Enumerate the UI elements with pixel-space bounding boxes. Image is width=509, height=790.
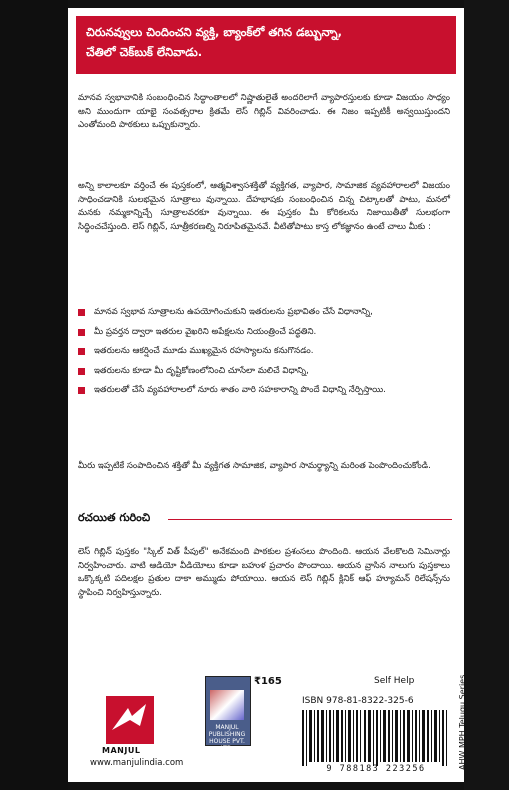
list-item-text: ఇతరులను ఆకర్షించే మూడు ముఖ్యమైన రహస్యాలను కనుగొనడం. [94, 346, 314, 357]
tagline-banner [76, 16, 456, 74]
list-item-text: ఇతరులతో చేసే వ్యవహారాలలో నూరు శాతం వారి సహకారాన్ని పొందే విధాన్ని నేర్పిస్తాయి. [94, 385, 386, 396]
list-item [78, 326, 450, 340]
benefits-list [78, 306, 450, 404]
publisher-website: www.manjulindia.com [90, 758, 184, 768]
tagline-line-1: చిరునవ్వులు చిందించని వ్యక్తి, బ్యాంక్‌లో తగిన డబ్బున్నా, [86, 25, 342, 39]
summary-paragraph: అన్ని కాలాలకూ వర్తించే ఈ పుస్తకంలో, ఆత్మవిశ్వాసశక్తితో వ్యక్తిగత, వ్యాపార, సామాజిక వ్యవహారాలలో విజయం సాధించడానికి సులభమైన సూత్రాలు వున్నాయి. దేహభాషకు సంబంధించిన చిన్న చిట్కాలతో పాటు, మనలో మనకు నమ్మకాన్నిచ్చే సూత్రాలవరకూ వున్నాయి. ఈ పుస్తకం మీ కోరికలను నిజాయితీతో సులభంగా సిద్ధించచేస్తుంది. లెస్ గిబ్లిన్, సూత్రీకరణల్ని నిరూపితమైనవే. వీటితోపాటు కాస్త లోకజ్ఞానం ఉంటే చాలు మీకు : [78, 181, 450, 232]
series-label: AHW MPH Telugu Series [458, 674, 467, 770]
closing-paragraph: మీరు ఇప్పటికే సంపాదించిన శక్తితో మీ వ్యక్తిగత సామాజిక, వ్యాపార సామర్థ్యాన్ని మరింత పెంపొందించుకోండి. [78, 461, 431, 471]
cover-left-edge [0, 0, 68, 790]
list-item-text: మానవ స్వభావ సూత్రాలను ఉపయోగించుకుని ఇతరులను ప్రభావితం చేసే విధానాన్ని, [94, 307, 373, 317]
barcode-image [298, 710, 454, 766]
intro-paragraph: మానవ స్వభావానికి సంబంధించిన సిద్ధాంతాలలో నిష్ణాతులైతే అందరిలాగే వ్యాపారస్తులకు కూడా విజయం సాధ్యం అని ముందుగా యాభై సంవత్సరాల క్రితమే లెస్ గిబ్లిన్ వివరించాడు. ఈ నిజం ఇప్పటికీ అన్వయిస్తుందని ఎంతోమంది పాఠకులు ఒప్పుకున్నారు. [78, 93, 450, 131]
price-label: ₹165 [254, 676, 282, 687]
square-bullet-icon [78, 309, 85, 316]
list-item [78, 384, 450, 398]
hologram-image [210, 690, 244, 720]
barcode-number: 9 788183 223256 [326, 764, 426, 774]
square-bullet-icon [78, 387, 85, 394]
author-bio: లెస్ గిబ్లిన్ పుస్తకం "స్కిల్ విత్ పీపుల్" అనేకమంది పాఠకుల ప్రశంసలు పొందింది. ఆయన వేలకొలది సెమినార్లు నిర్వహించారు. వాటి ఆడియో వీడియోలు కూడా బహుళ ప్రచారం పొందాయి. ఆయన వ్రాసిన నాలుగు పుస్తకాలు ఒక్కొక్కటి పదిలక్షల ప్రతుల దాకా అమ్ముడు పోయాయి. ఆయన లెస్ గిబ్లిన్ క్లినిక్ ఆఫ్ హ్యూమన్ రిలేషన్స్‌ను స్థాపించి నిర్వహిస్తున్నారు. [78, 547, 450, 598]
list-item [78, 365, 450, 379]
square-bullet-icon [78, 329, 85, 336]
list-item-text: ఇతరులను కూడా మీ దృష్టికోణంలోనించి చూసేలా మలిచే విధాన్ని, [94, 365, 309, 376]
tagline-line-2: చేతిలో చెక్‌బుక్ లేనివాడు. [86, 45, 203, 59]
cover-spine-edge [464, 0, 509, 790]
publisher-name: MANJUL [102, 746, 141, 755]
manjul-logo [100, 690, 160, 750]
list-item [78, 306, 450, 320]
heading-divider [168, 519, 452, 520]
isbn-label: ISBN 978-81-8322-325-6 [302, 696, 414, 706]
author-heading: రచయిత గురించి [78, 511, 151, 524]
square-bullet-icon [78, 348, 85, 355]
genre-label: Self Help [374, 676, 415, 686]
list-item [78, 345, 450, 359]
square-bullet-icon [78, 368, 85, 375]
hologram-label: MANJUL PUBLISHING HOUSE PVT. LTD. [208, 724, 246, 752]
list-item-text: మీ ప్రవర్తన ద్వారా ఇతరుల వైఖరిని అపేక్షలను నియంత్రించే పద్ధతిని. [94, 326, 317, 337]
